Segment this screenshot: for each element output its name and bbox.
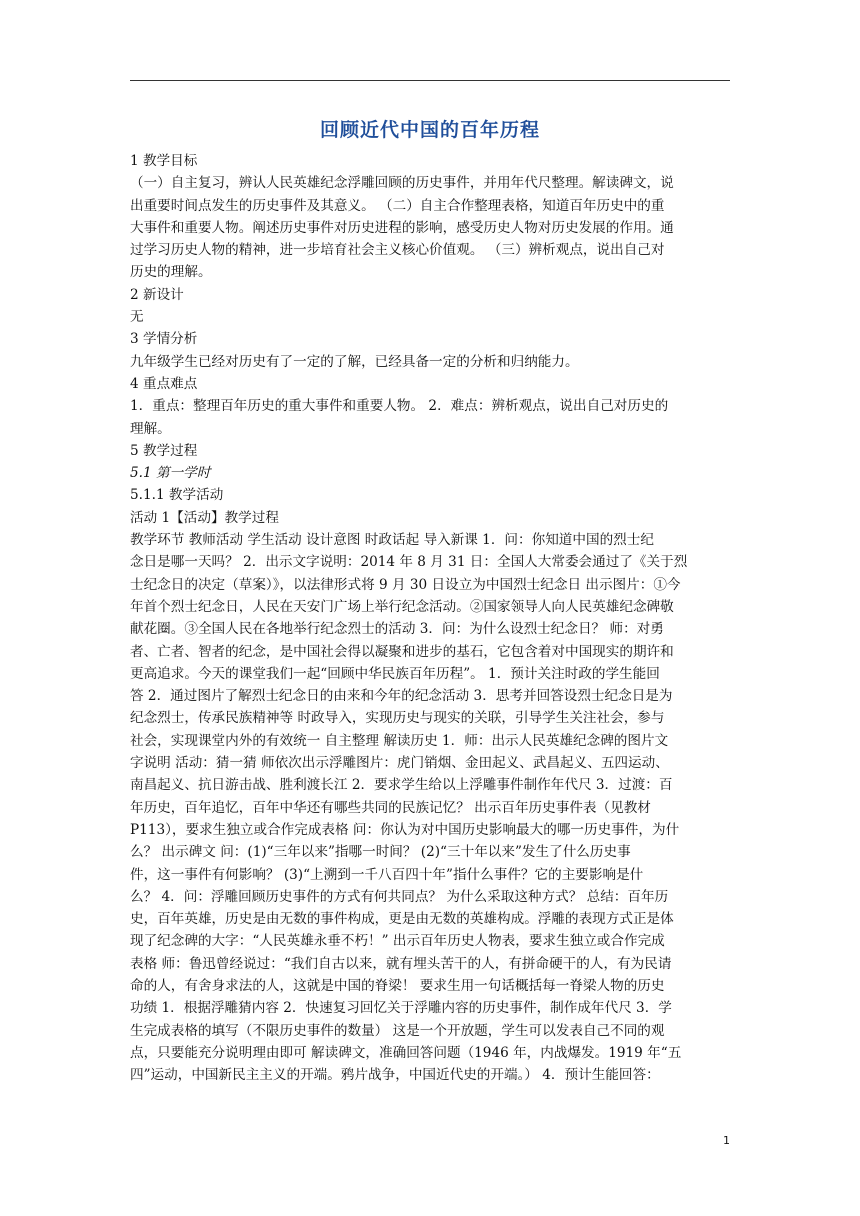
paragraph-line: 生完成表格的填写（不限历史事件的数量） 这是一个开放题，学生可以发表自己不同的观	[130, 1022, 665, 1039]
heading-teaching-goals: 1 教学目标	[130, 153, 198, 169]
paragraph-line: 命的人，有舍身求法的人，这就是中国的脊梁！ 要求生用一句话概括每一脊梁人物的历史	[130, 977, 665, 994]
heading-teaching-process: 5 教学过程	[130, 442, 198, 459]
paragraph-line: 士纪念日的决定（草案）》，以法律形式将 9 月 30 日设立为中国烈士纪念日 出示图片：①今	[130, 576, 681, 593]
paragraph-line: 1．重点：整理百年历史的重大事件和重要人物。 2．难点：辨析观点，说出自己对历史的	[130, 398, 669, 415]
document-body	[130, 150, 730, 1086]
paragraph-line: 现了纪念碑的大字：“人民英雄永垂不朽！” 出示百年历史人物表，要求生独立或合作完成	[130, 933, 665, 950]
paragraph-line: 者、亡者、智者的纪念，是中国社会得以凝聚和进步的基石，它包含着对中国现实的期许和	[130, 643, 674, 660]
subheading-first-lesson: 5.1 第一学时	[130, 465, 211, 482]
paragraph-line: 么？ 4．问：浮雕回顾历史事件的方式有何共同点？ 为什么采取这种方式？ 总结：百年历	[130, 888, 669, 905]
paragraph-line: 答 2．通过图片了解烈士纪念日的由来和今年的纪念活动 3．思考并回答设烈士纪念日是为	[130, 688, 673, 705]
page-number: 1	[723, 1134, 730, 1147]
paragraph-line: 大事件和重要人物。阐述历史事件对历史进程的影响，感受历史人物对历史发展的作用。通	[130, 219, 674, 236]
paragraph-line: 献花圈。③全国人民在各地举行纪念烈士的活动 3．问：为什么设烈士纪念日？ 师：对勇	[130, 621, 664, 638]
subheading-teaching-activity: 5.1.1 教学活动	[130, 487, 224, 504]
paragraph-line: 出重要时间点发生的历史事件及其意义。 （二）自主合作整理表格，知道百年历史中的重	[130, 197, 665, 214]
paragraph-line: 功绩 1．根据浮雕猜内容 2．快速复习回忆关于浮雕内容的历史事件，制作成年代尺 3．学	[130, 1000, 672, 1017]
paragraph-line: 年历史，百年追忆，百年中华还有哪些共同的民族记忆？ 出示百年历史事件表（见教材	[130, 799, 651, 816]
paragraph-line: 南昌起义、抗日游击战、胜利渡长江 2．要求学生给以上浮雕事件制作年代尺 3．过渡：百	[130, 777, 673, 794]
paragraph-line: 件，这一事件有何影响？ (3)“上溯到一千八百四十年”指什么事件？它的主要影响是什	[130, 866, 644, 883]
paragraph-line: 表格 师：鲁迅曾经说过：“我们自古以来，就有埋头苦干的人，有拼命硬干的人，有为民请	[130, 955, 672, 972]
paragraph-line: 过学习历史人物的精神，进一步培育社会主义核心价值观。 （三）辨析观点，说出自己对	[130, 242, 665, 259]
paragraph-line: 字说明 活动：猜一猜 师依次出示浮雕图片：虎门销烟、金田起义、武昌起义、五四运动、	[130, 755, 669, 772]
paragraph-line: 么？ 出示碑文 问：(1)“三年以来”指哪一时间？ (2)“三十年以来”发生了什么历史事	[130, 844, 631, 861]
paragraph-line: 年首个烈士纪念日，人民在天安门广场上举行纪念活动。②国家领导人向人民英雄纪念碑敬	[130, 598, 674, 615]
subheading-activity-1: 活动 1【活动】教学过程	[130, 509, 279, 526]
paragraph-line: 纪念烈士，传承民族精神等 时政导入，实现历史与现实的关联，引导学生关注社会，参与	[130, 710, 665, 727]
paragraph-line: 教学环节 教师活动 学生活动 设计意图 时政话起 导入新课 1．问：你知道中国的烈士纪	[130, 532, 654, 549]
page-title: 回顾近代中国的百年历程	[319, 119, 540, 141]
paragraph-line: 史，百年英雄，历史是由无数的事件构成，更是由无数的英雄构成。浮雕的表现方式正是体	[130, 911, 674, 928]
paragraph-line: P113），要求生独立或合作完成表格 问：你认为对中国历史影响最大的哪一历史事件，为什	[130, 821, 680, 838]
paragraph-line: 历史的理解。	[130, 264, 212, 281]
paragraph-line: （一）自主复习，辨认人民英雄纪念浮雕回顾的历史事件，并用年代尺整理。解读碑文，说	[130, 175, 674, 192]
paragraph-line: 四”运动，中国新民主主义的开端。鸦片战争，中国近代史的开端。） 4．预计生能回答：	[130, 1067, 660, 1084]
header-rule	[130, 80, 730, 81]
heading-new-design: 2 新设计	[130, 286, 184, 303]
heading-key-points: 4 重点难点	[130, 375, 198, 392]
paragraph-line: 更高追求。今天的课堂我们一起“回顾中华民族百年历程”。 1．预计关注时政的学生能回	[130, 665, 660, 682]
paragraph-line: 点，只要能充分说明理由即可 解读碑文，准确回答问题（1946 年，内战爆发。1919 年“五	[130, 1044, 682, 1061]
paragraph-line: 理解。	[130, 420, 171, 437]
paragraph-line: 念日是哪一天吗？ 2．出示文字说明：2014 年 8 月 31 日：全国人大常委会通过了《关于烈	[130, 554, 688, 571]
paragraph-line: 九年级学生已经对历史有了一定的了解，已经具备一定的分析和归纳能力。	[130, 353, 579, 370]
paragraph-line: 社会，实现课堂内外的有效统一 自主整理 解读历史 1．师：出示人民英雄纪念碑的图片文	[130, 732, 669, 749]
paragraph-line: 无	[130, 309, 144, 326]
heading-student-analysis: 3 学情分析	[130, 331, 198, 348]
